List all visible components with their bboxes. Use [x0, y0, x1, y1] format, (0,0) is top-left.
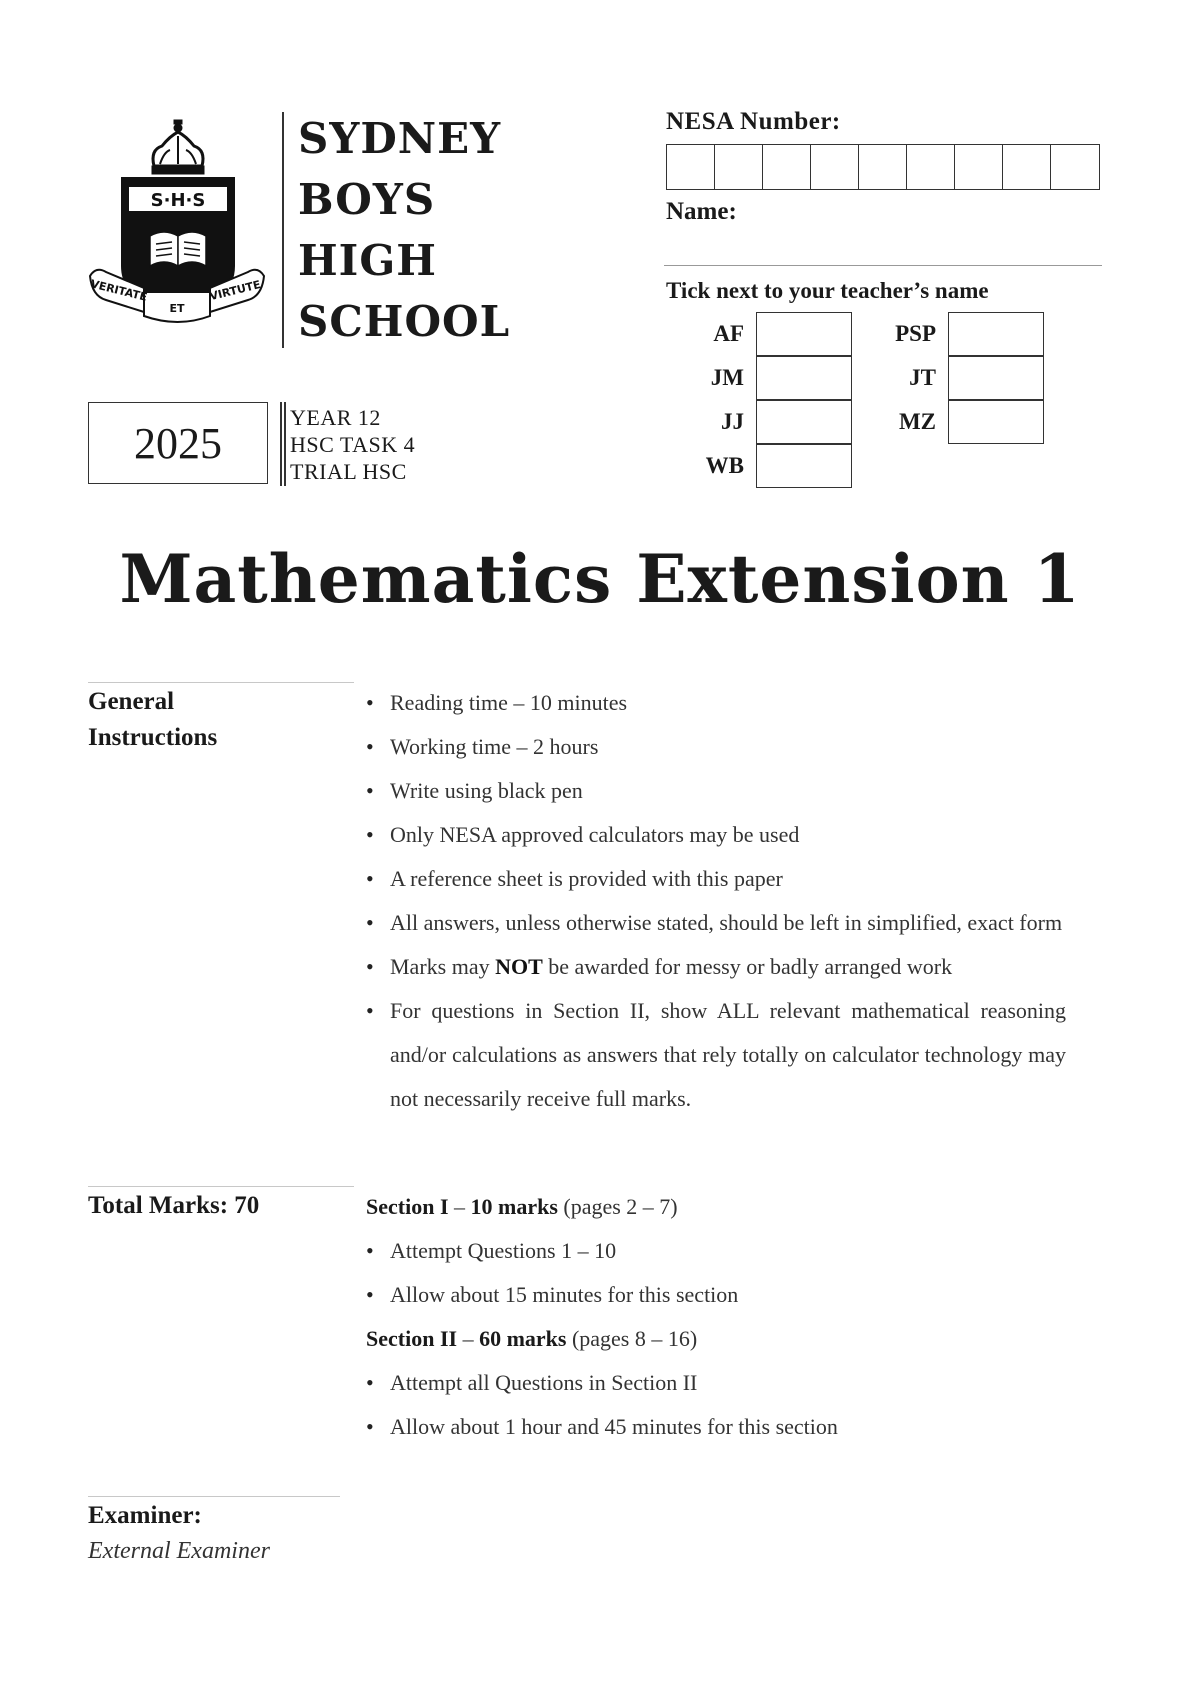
exam-title: Mathematics Extension 1 — [119, 540, 1081, 618]
general-instructions-heading — [88, 684, 217, 756]
section-pages: (pages 8 – 16) — [566, 1326, 698, 1351]
section-item: • Allow about 1 hour and 45 minutes for this section — [366, 1405, 1066, 1449]
nesa-number-label: NESA Number: — [666, 108, 841, 135]
instruction-item: • Reading time – 10 minutes — [366, 681, 1066, 725]
task-description — [290, 404, 415, 485]
instruction-item: • Working time – 2 hours — [366, 725, 1066, 769]
exam-year: 2025 — [134, 418, 222, 468]
nesa-digit-box[interactable] — [667, 145, 715, 189]
year-divider — [284, 402, 286, 486]
teacher-option[interactable] — [856, 356, 1044, 400]
teacher-name: AF — [713, 321, 744, 346]
total-marks: Total Marks: 70 — [88, 1192, 260, 1219]
section-marks: 10 marks — [470, 1194, 558, 1219]
teacher-tick-box[interactable] — [756, 356, 852, 400]
nesa-digit-box[interactable] — [715, 145, 763, 189]
instruction-text: be awarded for messy or badly arranged work — [542, 954, 953, 979]
school-name-line: BOYS — [298, 175, 436, 224]
teacher-name: PSP — [895, 321, 936, 346]
section-item: • Allow about 15 minutes for this section — [366, 1273, 1066, 1317]
teacher-tick-label: Tick next to your teacher’s name — [666, 278, 989, 303]
instruction-item: • All answers, unless otherwise stated, should be left in simplified, exact form — [366, 901, 1066, 945]
teacher-option[interactable] — [856, 400, 1044, 444]
nesa-digit-box[interactable] — [811, 145, 859, 189]
section-name: Section I — [366, 1194, 449, 1219]
nesa-digit-box[interactable] — [763, 145, 811, 189]
crest-motto-right: VIRTUTE — [208, 278, 262, 304]
divider — [88, 1186, 354, 1187]
section-pages: (pages 2 – 7) — [557, 1194, 678, 1219]
teacher-name: JM — [710, 365, 744, 390]
nesa-number-field[interactable] — [666, 144, 1100, 190]
teacher-tick-box[interactable] — [756, 400, 852, 444]
examiner-name: External Examiner — [88, 1538, 270, 1564]
name-label: Name: — [666, 198, 737, 225]
instruction-item — [366, 945, 1066, 989]
instruction-item: • Write using black pen — [366, 769, 1066, 813]
instruction-item: • Only NESA approved calculators may be used — [366, 813, 1066, 857]
teacher-name: JT — [909, 365, 936, 390]
teacher-option[interactable] — [856, 312, 1044, 356]
instruction-item: • For questions in Section II, show ALL relevant mathematical reasoning and/or calculations as answers that rely totally on calculator technology may not necessarily receive full marks. — [366, 989, 1066, 1121]
instruction-item: • A reference sheet is provided with this paper — [366, 857, 1066, 901]
sections-list — [366, 1185, 1066, 1449]
crest-motto-left: VERITATE — [89, 277, 149, 304]
nesa-digit-box[interactable] — [1003, 145, 1051, 189]
teacher-name: JJ — [721, 409, 744, 434]
section-heading — [366, 1185, 1066, 1229]
heading-line: General — [88, 688, 175, 715]
teacher-tick-box[interactable] — [948, 312, 1044, 356]
examiner-heading: Examiner: — [88, 1502, 202, 1529]
section-dash: – — [448, 1194, 471, 1219]
section-item: • Attempt all Questions in Section II — [366, 1361, 1066, 1405]
teacher-option[interactable] — [664, 444, 852, 488]
crest-motto-middle: ET — [169, 302, 185, 315]
task-line: YEAR 12 — [290, 405, 381, 430]
section-item: • Attempt Questions 1 – 10 — [366, 1229, 1066, 1273]
teacher-option[interactable] — [664, 356, 852, 400]
teacher-name: WB — [705, 453, 744, 478]
header-divider — [282, 112, 284, 348]
nesa-digit-box[interactable] — [955, 145, 1003, 189]
crest-banner-text: S·H·S — [150, 190, 206, 211]
year-box — [88, 402, 268, 484]
section-name: Section II — [366, 1326, 458, 1351]
teacher-option[interactable] — [664, 400, 852, 444]
school-name-line: HIGH — [298, 236, 437, 285]
task-line: TRIAL HSC — [290, 459, 407, 484]
nesa-digit-box[interactable] — [859, 145, 907, 189]
school-crest-logo — [84, 116, 270, 334]
teacher-tick-box[interactable] — [756, 312, 852, 356]
nesa-digit-box[interactable] — [907, 145, 955, 189]
school-name-line: SCHOOL — [298, 297, 511, 346]
name-field[interactable] — [664, 265, 1102, 266]
school-name-line: SYDNEY — [298, 114, 502, 163]
task-line: HSC TASK 4 — [290, 432, 416, 457]
crown-icon — [152, 120, 204, 174]
general-instructions-list — [366, 681, 1066, 1121]
school-name — [298, 108, 510, 352]
section-marks: 60 marks — [479, 1326, 567, 1351]
teacher-option[interactable] — [664, 312, 852, 356]
heading-line: Instructions — [88, 724, 218, 751]
year-divider — [280, 402, 282, 486]
section-heading — [366, 1317, 1066, 1361]
open-book-icon — [150, 232, 206, 266]
divider — [88, 682, 354, 683]
teacher-tick-box[interactable] — [948, 356, 1044, 400]
teacher-tick-box[interactable] — [756, 444, 852, 488]
teacher-name: MZ — [898, 409, 936, 434]
section-dash: – — [457, 1326, 480, 1351]
teacher-tick-box[interactable] — [948, 400, 1044, 444]
instruction-emphasis: NOT — [495, 954, 543, 979]
instruction-text: Marks may — [390, 954, 496, 979]
nesa-digit-box[interactable] — [1051, 145, 1099, 189]
divider — [88, 1496, 340, 1497]
